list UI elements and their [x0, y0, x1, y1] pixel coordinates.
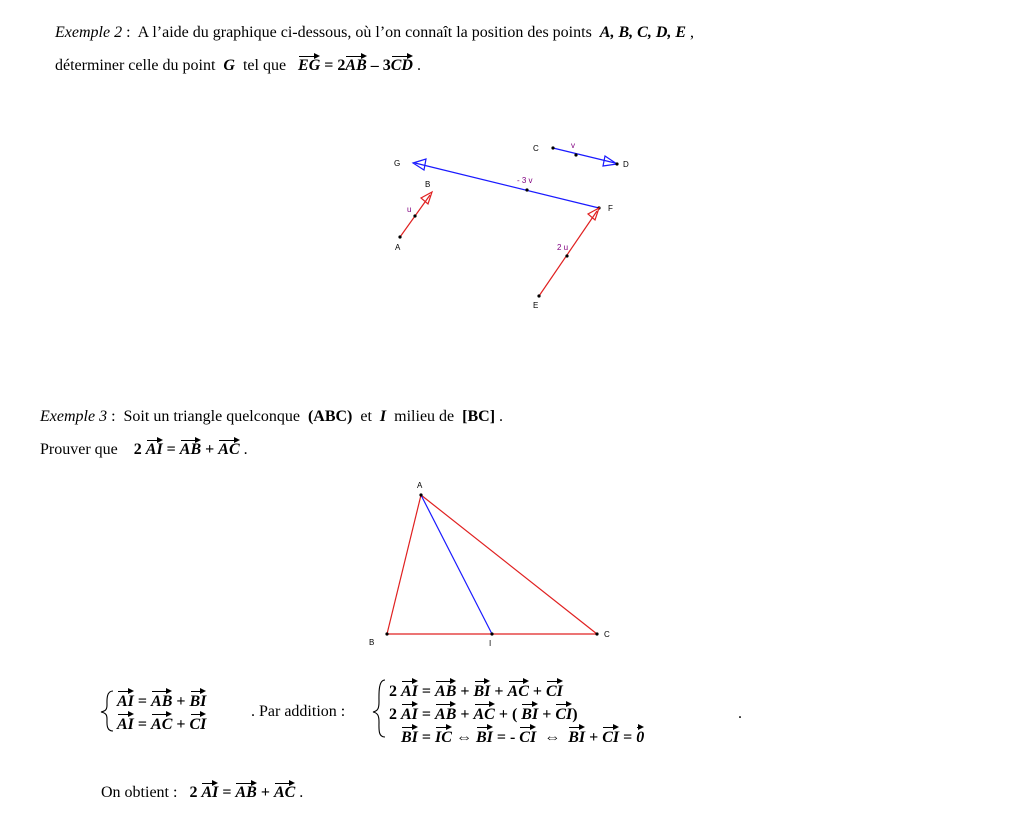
two: 2: [189, 784, 198, 801]
vector-v-cd: [551, 146, 618, 166]
system-2-eq-3: BI = IC ⇔ BI = - CI ⇔ BI + CI = 0: [389, 725, 644, 748]
vec-bi: BI: [568, 725, 585, 748]
et-word: et: [360, 408, 372, 425]
vec-ai: AI: [201, 781, 218, 802]
exemple-3-heading: Exemple 3: [40, 408, 108, 425]
two: 2: [389, 683, 397, 700]
exemple-2-heading: Exemple 2: [55, 24, 123, 41]
exemple-3-statement: Soit un triangle quelconque: [123, 408, 300, 425]
label-g: G: [394, 159, 401, 168]
system-1-eq-1: AI = AB + BI: [117, 689, 206, 712]
label-b: B: [425, 180, 431, 189]
vec-ai: AI: [401, 702, 418, 725]
exemple-2-points: A, B, C, D, E: [599, 24, 687, 41]
vector-minus3v-fg: [413, 159, 601, 210]
vector-u-ab: [398, 192, 432, 239]
vec-ic: IC: [435, 725, 452, 748]
system-2: [389, 679, 644, 748]
exemple-2-statement: A l’aide du graphique ci-dessous, où l’on connaît la position des points: [137, 24, 592, 41]
triangle-label-b: B: [369, 638, 375, 647]
triangle-abc-label: (ABC): [307, 408, 353, 425]
two: 2: [389, 706, 397, 723]
vec-bi: BI: [474, 679, 491, 702]
vec-bi: BI: [521, 702, 538, 725]
exemple-2-line-2: déterminer celle du point G tel que EG = 2AB – 3CD .: [55, 54, 421, 75]
vector-ab: AB: [345, 54, 366, 75]
vec-ai: AI: [117, 689, 134, 712]
prouver-que: Prouver que: [40, 441, 118, 458]
vec-ab: AB: [435, 679, 456, 702]
vec-ci: CI: [519, 725, 536, 748]
on-obtient: On obtient :: [101, 784, 178, 801]
label-f: F: [608, 204, 613, 213]
exemple-2-statement-2: déterminer celle du point: [55, 57, 216, 74]
label-d: D: [623, 160, 629, 169]
vec-ci: CI: [602, 725, 619, 748]
milieu-de: milieu de: [394, 408, 455, 425]
vector-2u-ef: [537, 208, 599, 298]
label-e: E: [533, 301, 539, 310]
system-2-eq-2: 2 AI = AB + AC + ( BI + CI): [389, 702, 644, 725]
triangle-label-a: A: [417, 481, 423, 490]
triangle-abc: [385, 493, 598, 635]
coef-2: 2: [337, 57, 346, 74]
point-g-label: G: [223, 57, 235, 74]
segment-bc: [BC]: [462, 408, 496, 425]
vec-ab: AB: [235, 781, 256, 802]
vec-ai: AI: [117, 712, 134, 735]
left-brace-2: [373, 680, 385, 737]
label-minus-3v: - 3 v: [517, 176, 533, 185]
equiv-symbol: ⇔: [455, 729, 472, 746]
system-2-eq-1: 2 AI = AB + BI + AC + CI: [389, 679, 644, 702]
vec-ab: AB: [435, 702, 456, 725]
system-2-period: .: [738, 705, 742, 722]
vec-zero: 0: [636, 725, 644, 748]
vec-ai: AI: [401, 679, 418, 702]
par-addition: . Par addition :: [251, 703, 346, 720]
vector-ac: AC: [218, 438, 239, 459]
label-a: A: [395, 243, 401, 252]
vec-ci: CI: [190, 712, 207, 735]
label-c: C: [533, 144, 539, 153]
vec-ci: CI: [555, 702, 572, 725]
triangle-label-i: I: [489, 639, 492, 648]
vec-ab: AB: [151, 689, 172, 712]
exemple-3-line-1: Exemple 3 : Soit un triangle quelconque (ABC) et I milieu de [BC] .: [40, 408, 504, 425]
vec-ac: AC: [474, 702, 495, 725]
label-v: v: [571, 141, 575, 150]
vec-bi: BI: [476, 725, 493, 748]
vec-bi: BI: [401, 725, 418, 748]
minus-sign: -: [509, 729, 516, 746]
point-i-label: I: [379, 408, 387, 425]
exemple-3-line-2: Prouver que 2 AI = AB + AC .: [40, 438, 248, 459]
equiv-symbol: ⇔: [544, 729, 561, 746]
label-2u: 2 u: [557, 243, 569, 252]
coef-2-ai: 2: [133, 441, 142, 458]
tel-que: tel que: [242, 57, 287, 74]
minus-3: – 3: [370, 57, 391, 74]
triangle-label-c: C: [604, 630, 610, 639]
left-brace-1: [101, 691, 113, 731]
system-1-eq-2: AI = AC + CI: [117, 712, 206, 735]
vec-ac: AC: [151, 712, 172, 735]
vector-ai: AI: [146, 438, 163, 459]
conclusion-line: On obtient : 2 AI = AB + AC .: [101, 781, 303, 802]
vector-cd: CD: [391, 54, 413, 75]
vec-ac: AC: [274, 781, 295, 802]
label-u: u: [407, 205, 412, 214]
vec-bi: BI: [190, 689, 207, 712]
vec-ac: AC: [508, 679, 529, 702]
system-1: [117, 689, 206, 735]
vector-eg: EG: [298, 54, 320, 75]
exemple-2-line-1: Exemple 2 : A l’aide du graphique ci-dessous, où l’on connaît la position des points A, B, C, D, E ,: [55, 24, 695, 41]
vector-ab-2: AB: [180, 438, 201, 459]
vec-ci: CI: [546, 679, 563, 702]
